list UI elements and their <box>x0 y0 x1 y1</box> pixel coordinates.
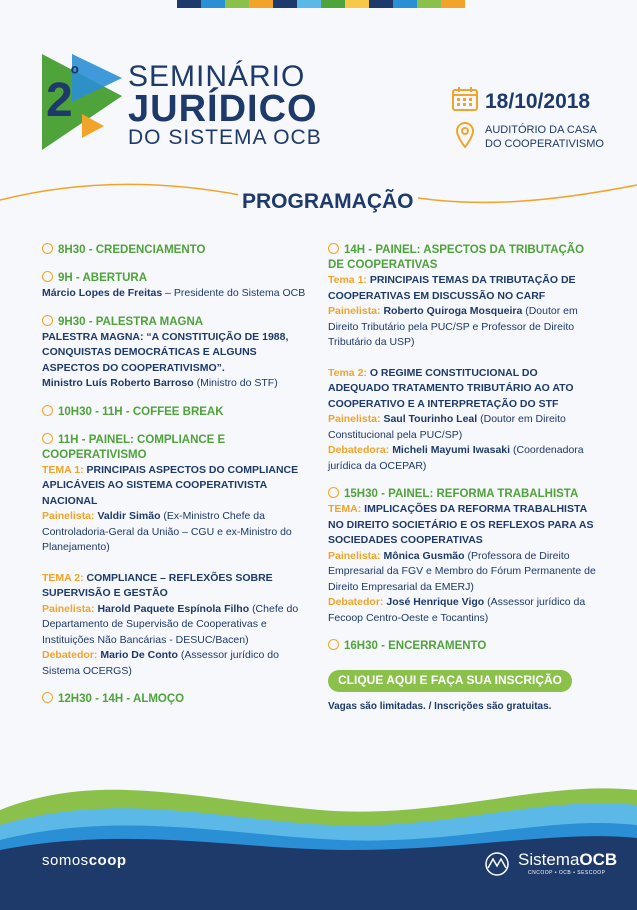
clock-icon <box>42 433 53 444</box>
registration-note: Vagas são limitadas. / Inscrições são gratuitas. <box>328 700 552 712</box>
debater-role: (Assessor jurídico da Fecoop Centro-Oeste e Tocantins) <box>328 596 586 624</box>
debater-label: Debatedora: <box>328 444 390 456</box>
theme-text: PRINCIPAIS ASPECTOS DO COMPLIANCE APLICÁVEIS AO SISTEMA COOPERATIVISTA NACIONAL <box>42 463 299 507</box>
panelist-label: Painelista: <box>42 510 95 522</box>
somoscoop-logo: somoscoop <box>42 852 127 869</box>
ocb-subtitle: CNCOOP • OCB • SESCOOP <box>528 870 606 876</box>
register-button[interactable]: CLIQUE AQUI E FAÇA SUA INSCRIÇÃO <box>328 670 572 692</box>
panelist-role: (Doutor em Direito Constitucional pela PUC/SP) <box>328 413 566 441</box>
item-title: COFFEE BREAK <box>132 405 224 418</box>
item-time: 9H30 <box>58 315 86 328</box>
item-title: PAINEL: COMPLIANCE E COOPERATIVISMO <box>42 433 226 461</box>
item-time: 16H30 <box>344 640 378 652</box>
item-title: ALMOÇO <box>133 693 185 705</box>
schedule-item: 10H30 - 11H - COFFEE BREAK <box>42 404 310 420</box>
debater-name: Mario De Conto <box>100 649 178 661</box>
top-color-stripe <box>177 0 465 8</box>
item-title: PAINEL: REFORMA TRABALHISTA <box>388 488 579 500</box>
speaker-role: Presidente do Sistema OCB <box>173 287 306 299</box>
item-time: 14H <box>344 244 366 256</box>
theme-label: Tema 2: <box>328 366 367 379</box>
talk-theme: PALESTRA MAGNA: “A CONSTITUIÇÃO DE 1988, CONQUISTAS DEMOCRÁTICAS E ALGUNS ASPECTOS DO COOPERATIVISMO”. <box>42 330 289 374</box>
panelist-name: Roberto Quiroga Mosqueira <box>383 305 523 317</box>
debater-label: Debatedor: <box>42 649 98 661</box>
clock-icon <box>42 271 53 282</box>
schedule-left-column <box>42 242 310 719</box>
clock-icon <box>42 405 53 416</box>
panelist-role: (Doutor em Direito Tributário pela PUC/SP e Professor de Direito Tributário da USP) <box>328 305 578 348</box>
schedule-item: 9H30 - PALESTRA MAGNA PALESTRA MAGNA: “A CONSTITUIÇÃO DE 1988, CONQUISTAS DEMOCRÁTICAS E ALGUNS ASPECTOS DO COOPERATIVISMO”. Ministro Luís Roberto Barroso (Ministro do STF) <box>42 314 310 392</box>
speaker-role: (Ministro do STF) <box>196 377 278 389</box>
event-venue: AUDITÓRIO DA CASA DO COOPERATIVISMO <box>485 124 604 150</box>
sistema-ocb-logo: SistemaOCB <box>518 850 618 869</box>
schedule-item: 8H30 - CREDENCIAMENTO <box>42 242 310 258</box>
event-title-line1: SEMINÁRIO <box>128 60 306 93</box>
event-title-line2: JURÍDICO <box>128 88 318 130</box>
theme-label: TEMA 1: <box>42 463 84 476</box>
location-pin-icon <box>456 122 474 148</box>
debater-name: José Henrique Vigo <box>386 596 485 608</box>
theme-label: TEMA 2: <box>42 571 84 584</box>
item-title: CREDENCIAMENTO <box>95 244 206 256</box>
event-date: 18/10/2018 <box>485 90 591 113</box>
panelist-role: (Chefe do Departamento de Supervisão de Cooperativas e Instituições Não Bancárias - DESUC/Bacen) <box>42 602 299 646</box>
schedule-item: 14H - PAINEL: ASPECTOS DA TRIBUTAÇÃO DE COOPERATIVAS Tema 1: PRINCIPAIS TEMAS DA TRIBUTAÇÃO DE COOPERATIVAS EM DISCUSSÃO NO CARF Painelista: Roberto Quiroga Mosqueira (Doutor em Direito Tributário pela PUC/SP e Professor de Direito Tributário da USP) Tema 2: O REGIME CONSTITUCIONAL DO ADEQUADO TRATAMENTO TRIBUTÁRIO AO ATO COOPERATIVO E A INTERPRETAÇÃO DO STF Painelista: Saul Tourinho Leal (Doutor em Direito Constitucional pela PUC/SP) Debatedora: Micheli Mayumi Iwasaki (Coordenadora jurídica da OCEPAR) <box>328 244 585 472</box>
panelist-name: Valdir Simão <box>97 510 161 522</box>
event-title-line3: DO SISTEMA OCB <box>128 126 322 149</box>
item-title: ABERTURA <box>82 272 148 284</box>
speaker-name: Márcio Lopes de Freitas <box>42 287 163 299</box>
panelist-label: Painelista: <box>328 305 381 317</box>
theme-text: O REGIME CONSTITUCIONAL DO ADEQUADO TRATAMENTO TRIBUTÁRIO AO ATO COOPERATIVO E A INTERPRETAÇÃO DO STF <box>328 366 574 410</box>
schedule-item: 15H30 - PAINEL: REFORMA TRABALHISTA TEMA: IMPLICAÇÕES DA REFORMA TRABALHISTA NO DIREITO SOCIETÁRIO E OS REFLEXOS PARA AS SOCIEDADES COOPERATIVAS Painelista: Mônica Gusmão (Professora de Direito Empresarial da FGV e Membro do Fórum Permanente de Direito Empresarial da EMERJ) Debatedor: José Henrique Vigo (Assessor jurídico da Fecoop Centro-Oeste e Tocantins) <box>328 488 596 624</box>
schedule-item: 16H30 - ENCERRAMENTO <box>328 638 598 654</box>
item-time: 8H30 <box>58 244 86 256</box>
item-time: 10H30 - 11H <box>58 405 123 418</box>
clock-icon <box>328 639 339 650</box>
theme-text: COMPLIANCE – REFLEXÕES SOBRE SUPERVISÃO E GESTÃO <box>42 571 273 599</box>
schedule-right-column <box>328 242 598 714</box>
schedule-item: 12H30 - 14H - ALMOÇO <box>42 691 310 707</box>
logo-edition-number: $2^º$ <box>46 61 77 127</box>
debater-role: (Coordenadora jurídica da OCEPAR) <box>328 444 584 472</box>
theme-text: IMPLICAÇÕES DA REFORMA TRABALHISTA NO DIREITO SOCIETÁRIO E OS REFLEXOS PARA AS SOCIEDADES COOPERATIVAS <box>328 503 594 546</box>
schedule-item: 11H - PAINEL: COMPLIANCE E COOPERATIVISMO TEMA 1: PRINCIPAIS ASPECTOS DO COMPLIANCE APLICÁVEIS AO SISTEMA COOPERATIVISTA NACIONAL Painelista: Valdir Simão (Ex-Ministro Chefe da Controladoria-Geral da União – CGU e ex-Ministro do Planejamento) TEMA 2: COMPLIANCE – REFLEXÕES SOBRE SUPERVISÃO E GESTÃO Painelista: Harold Paquete Espínola Filho (Chefe do Departamento de Supervisão de Cooperativas e Instituições Não Bancárias - DESUC/Bacen) Debatedor: Mario De Conto (Assessor jurídico do Sistema OCERGS) <box>42 433 299 677</box>
panelist-label: Painelista: <box>328 549 381 562</box>
item-title: ENCERRAMENTO <box>388 640 487 652</box>
clock-icon <box>42 315 53 326</box>
item-title: PALESTRA MAGNA <box>95 315 204 328</box>
program-heading: PROGRAMAÇÃO <box>238 190 418 214</box>
item-time: 11H <box>58 433 79 446</box>
item-time: 9H <box>58 272 73 284</box>
speaker-name: Ministro Luís Roberto Barroso <box>42 377 194 389</box>
panelist-role: (Ex-Ministro Chefe da Controladoria-Geral da União – CGU e ex-Ministro do Planejamento) <box>42 510 292 553</box>
calendar-icon <box>452 87 478 111</box>
sistema-ocb-emblem-icon <box>478 852 516 876</box>
item-title: PAINEL: ASPECTOS DA TRIBUTAÇÃO DE COOPERATIVAS <box>328 244 585 271</box>
clock-icon <box>328 243 339 254</box>
debater-label: Debatedor: <box>328 596 384 608</box>
debater-role: (Assessor jurídico do Sistema OCERGS) <box>42 649 279 677</box>
panelist-label: Painelista: <box>328 413 381 425</box>
panelist-role: (Professora de Direito Empresarial da FGV e Membro do Fórum Permanente de Direito Empresarial da EMERJ) <box>328 549 596 593</box>
clock-icon <box>42 692 53 703</box>
footer-waves <box>0 770 637 910</box>
panelist-name: Saul Tourinho Leal <box>383 413 478 425</box>
panelist-label: Painelista: <box>42 602 95 615</box>
schedule-item: 9H - ABERTURA Márcio Lopes de Freitas – Presidente do Sistema OCB <box>42 272 306 299</box>
debater-name: Micheli Mayumi Iwasaki <box>392 444 511 456</box>
clock-icon <box>328 487 339 498</box>
theme-label: Tema 1: <box>328 274 367 286</box>
theme-text: PRINCIPAIS TEMAS DA TRIBUTAÇÃO DE COOPERATIVAS EM DISCUSSÃO NO CARF <box>328 274 576 302</box>
clock-icon <box>42 243 53 254</box>
panelist-name: Harold Paquete Espínola Filho <box>97 602 250 615</box>
item-time: 12H30 - 14H <box>58 693 124 705</box>
panelist-name: Mônica Gusmão <box>383 549 465 562</box>
theme-label: TEMA: <box>328 503 362 515</box>
item-time: 15H30 <box>344 488 378 500</box>
